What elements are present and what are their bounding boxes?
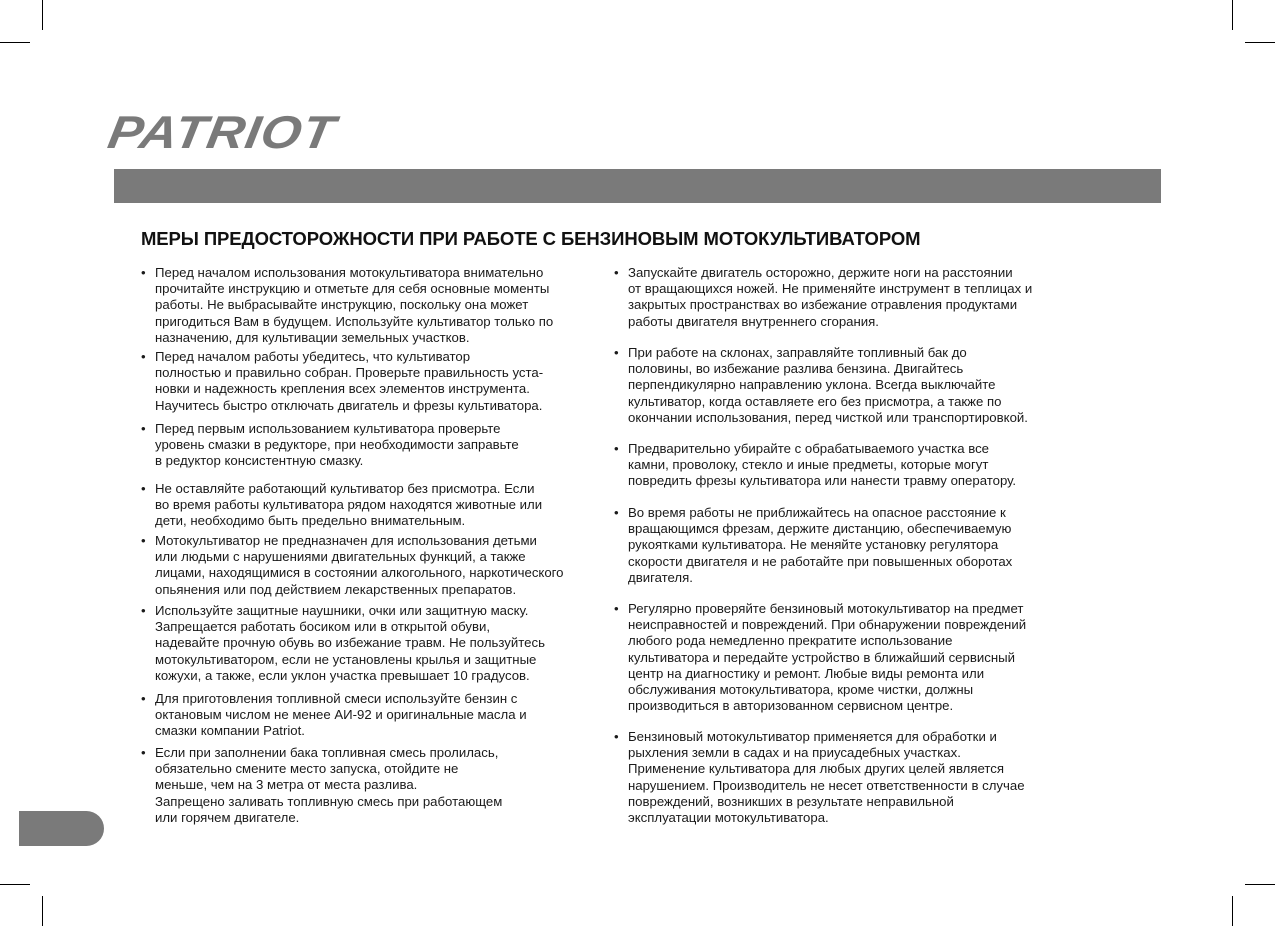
bullet-text-line: обслуживания мотокультиватора, кроме чистки, должны bbox=[628, 682, 974, 698]
bullet-text-line: от вращающихся ножей. Не применяйте инструмент в теплицах и bbox=[628, 281, 1033, 297]
bullet-item bbox=[141, 533, 564, 598]
bullet-icon: • bbox=[141, 603, 146, 618]
bullet-text-line: новки и надежность крепления всех элементов инструмента. bbox=[155, 381, 530, 397]
crop-mark-br-v bbox=[1232, 896, 1233, 926]
bullet-item bbox=[614, 345, 1028, 426]
crop-mark-tl-h bbox=[0, 42, 30, 43]
bullet-text-line: скорости двигателя и не работайте при повышенных оборотах bbox=[628, 553, 1013, 569]
bullet-text-line: октановым числом не менее АИ-92 и оригинальные масла и bbox=[155, 707, 527, 723]
bullet-item bbox=[141, 603, 545, 684]
bullet-icon: • bbox=[141, 745, 146, 760]
bullet-text-line: повредить фрезы культиватора или нанести травму оператору. bbox=[628, 473, 1017, 489]
bullet-item bbox=[614, 441, 1016, 490]
bullet-item bbox=[141, 691, 527, 740]
bullet-text-line: кожухи, а также, если уклон участка превышает 10 градусов. bbox=[155, 667, 530, 683]
bullet-text-line: культиватора и передайте устройство в ближайший сервисный bbox=[628, 649, 1015, 665]
bullet-text-line: камни, проволоку, стекло и иные предметы, которые могут bbox=[628, 457, 989, 473]
bullet-text-line: окончании использования, перед чисткой или транспортировкой. bbox=[628, 409, 1028, 425]
bullet-text-line: опьянения или под действием лекарственных препаратов. bbox=[155, 581, 517, 597]
bullet-text-line: При работе на склонах, заправляйте топливный бак до bbox=[628, 345, 967, 360]
bullet-item bbox=[614, 265, 1032, 330]
bullet-text-line: Если при заполнении бака топливная смесь пролилась, bbox=[155, 745, 499, 760]
bullet-text-line: работы двигателя внутреннего сгорания. bbox=[628, 313, 879, 329]
bullet-text-line: вращающимся фрезам, держите дистанцию, обеспечиваемую bbox=[628, 521, 1012, 537]
bullet-text-line: во время работы культиватора рядом находятся животные или bbox=[155, 497, 543, 513]
bullet-text-line: Запрещается работать босиком или в открытой обуви, bbox=[155, 619, 490, 635]
crop-mark-tr-v bbox=[1232, 0, 1233, 30]
crop-mark-tl-v bbox=[42, 0, 43, 30]
bullet-text-line: лицами, находящимися в состоянии алкогольного, наркотического bbox=[155, 565, 564, 581]
bullet-item bbox=[141, 349, 543, 414]
bullet-text-line: Перед первым использованием культиватора проверьте bbox=[155, 421, 501, 436]
bullet-item bbox=[141, 745, 502, 826]
bullet-text-line: или горячем двигателе. bbox=[155, 809, 300, 825]
bullet-text-line: Во время работы не приближайтесь на опасное расстояние к bbox=[628, 505, 1006, 520]
bullet-text-line: культиватор, когда оставляете его без присмотра, а также по bbox=[628, 393, 1002, 409]
bullet-text-line: дети, необходимо быть предельно внимательным. bbox=[155, 513, 466, 529]
bullet-text-line: прочитайте инструкцию и отметьте для себя основные моменты bbox=[155, 281, 550, 297]
bullet-text-line: нарушением. Производитель не несет ответственности в случае bbox=[628, 777, 1025, 793]
bullet-text-line: Запускайте двигатель осторожно, держите ноги на расстоянии bbox=[628, 265, 1013, 280]
bullet-icon: • bbox=[141, 349, 146, 364]
header-bar bbox=[114, 169, 1161, 203]
bullet-text-line: Мотокультиватор не предназначен для использования детьми bbox=[155, 533, 537, 548]
bullet-text-line: Для приготовления топливной смеси используйте бензин с bbox=[155, 691, 518, 706]
bullet-item bbox=[614, 729, 1025, 826]
bullet-text-line: любого рода немедленно прекратите использование bbox=[628, 633, 953, 649]
bullet-text-line: Бензиновый мотокультиватор применяется для обработки и bbox=[628, 729, 997, 744]
bullet-item bbox=[614, 601, 1026, 714]
bullet-icon: • bbox=[614, 601, 619, 616]
bullet-text-line: двигателя. bbox=[628, 569, 693, 585]
patriot-logo: PATRIOT bbox=[104, 106, 340, 158]
bullet-icon: • bbox=[614, 505, 619, 520]
bullet-icon: • bbox=[614, 441, 619, 456]
bullet-text-line: в редуктор консистентную смазку. bbox=[155, 453, 364, 469]
bullet-icon: • bbox=[141, 533, 146, 548]
bullet-text-line: работы. Не выбрасывайте инструкцию, поскольку она может bbox=[155, 297, 529, 313]
bullet-text-line: полностью и правильно собран. Проверьте правильность уста- bbox=[155, 365, 544, 381]
bullet-text-line: надевайте прочную обувь во избежание травм. Не пользуйтесь bbox=[155, 635, 545, 651]
bullet-item bbox=[614, 505, 1012, 586]
bullet-text-line: уровень смазки в редукторе, при необходимости заправьте bbox=[155, 437, 519, 453]
bullet-text-line: рукоятками культиватора. Не меняйте установку регулятора bbox=[628, 537, 999, 553]
bullet-item bbox=[141, 481, 542, 530]
bullet-text-line: Применение культиватора для любых других целей является bbox=[628, 761, 1005, 777]
bullet-text-line: центр на диагностику и ремонт. Любые виды ремонта или bbox=[628, 665, 985, 681]
bullet-item bbox=[141, 421, 519, 470]
bullet-text-line: мотокультиватором, если не установлены крылья и защитные bbox=[155, 651, 537, 667]
page-title: МЕРЫ ПРЕДОСТОРОЖНОСТИ ПРИ РАБОТЕ С БЕНЗИНОВЫМ МОТОКУЛЬТИВАТОРОМ bbox=[141, 228, 921, 249]
bullet-text-line: Перед началом работы убедитесь, что культиватор bbox=[155, 349, 471, 364]
bullet-text-line: Научитесь быстро отключать двигатель и фрезы культиватора. bbox=[155, 397, 543, 413]
crop-mark-br-h bbox=[1245, 884, 1275, 885]
crop-mark-bl-h bbox=[0, 884, 30, 885]
bullet-icon: • bbox=[614, 729, 619, 744]
bullet-text-line: эксплуатации мотокультиватора. bbox=[628, 810, 829, 826]
bullet-text-line: или людьми с нарушениями двигательных функций, а также bbox=[155, 549, 526, 565]
bullet-text-line: половины, во избежание разлива бензина. Двигайтесь bbox=[628, 361, 964, 377]
bullet-icon: • bbox=[141, 421, 146, 436]
bullet-text-line: пригодиться Вам в будущем. Используйте культиватор только по bbox=[155, 313, 554, 329]
crop-mark-tr-h bbox=[1245, 42, 1275, 43]
bullet-text-line: Используйте защитные наушники, очки или защитную маску. bbox=[155, 603, 529, 618]
bullet-icon: • bbox=[141, 481, 146, 496]
bullet-text-line: повреждений, возникших в результате неправильной bbox=[628, 793, 954, 809]
bullet-icon: • bbox=[614, 345, 619, 360]
bullet-icon: • bbox=[614, 265, 619, 280]
bullet-text-line: назначению, для культивации земельных участков. bbox=[155, 329, 470, 345]
bullet-text-line: перпендикулярно направлению уклона. Всегда выключайте bbox=[628, 377, 996, 393]
bullet-text-line: Не оставляйте работающий культиватор без присмотра. Если bbox=[155, 481, 535, 496]
bullet-text-line: обязательно смените место запуска, отойдите не bbox=[155, 761, 459, 777]
bullet-icon: • bbox=[141, 691, 146, 706]
bullet-item bbox=[141, 265, 553, 346]
bullet-text-line: производиться в авторизованном сервисном центре. bbox=[628, 698, 954, 714]
bullet-text-line: закрытых пространствах во избежание отравления продуктами bbox=[628, 297, 1018, 313]
bullet-text-line: неисправностей и повреждений. При обнаружении повреждений bbox=[628, 617, 1027, 633]
bullet-text-line: Запрещено заливать топливную смесь при работающем bbox=[155, 793, 503, 809]
bullet-icon: • bbox=[141, 265, 146, 280]
crop-mark-bl-v bbox=[42, 896, 43, 926]
bullet-text-line: Предварительно убирайте с обрабатываемого участка все bbox=[628, 441, 990, 456]
bullet-text-line: рыхления земли в садах и на приусадебных участках. bbox=[628, 745, 961, 761]
bullet-text-line: Перед началом использования мотокультиватора внимательно bbox=[155, 265, 544, 280]
page-number-tab bbox=[19, 811, 104, 846]
bullet-text-line: смазки компании Patriot. bbox=[155, 723, 305, 739]
bullet-text-line: Регулярно проверяйте бензиновый мотокультиватор на предмет bbox=[628, 601, 1024, 616]
bullet-text-line: меньше, чем на 3 метра от места разлива. bbox=[155, 777, 418, 793]
